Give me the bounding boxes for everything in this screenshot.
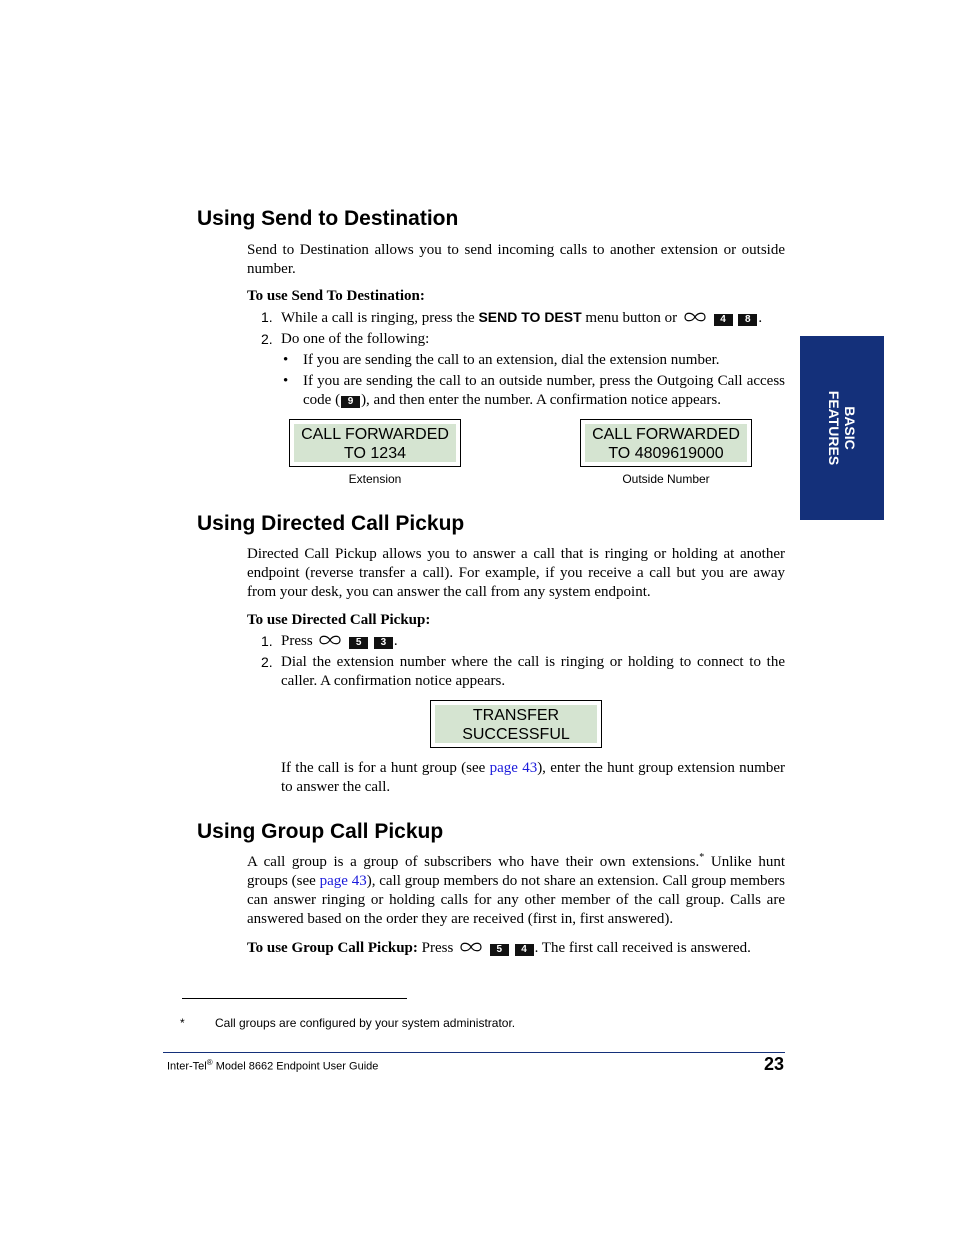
procedure-group-pickup <box>247 939 785 958</box>
send-to-dest-button-label: SEND TO DEST <box>478 309 582 325</box>
footer-divider <box>163 1052 785 1053</box>
bullet-text: If you are sending the call to an extension, dial the extension number. <box>303 352 720 368</box>
lcd-display-transfer-successful <box>430 700 602 748</box>
footer-guide-title <box>167 1058 378 1073</box>
heading-send-to-destination: Using Send to Destination <box>197 207 459 230</box>
link-page-43[interactable]: page 43 <box>319 873 367 889</box>
footnote-mark: * <box>180 1016 185 1030</box>
paragraph-text: A call group is a group of subscribers who have their own extensions. <box>247 854 700 870</box>
footer-title-text: Model 8662 Endpoint User Guide <box>215 1060 379 1073</box>
procedure-text: . The first call received is answered. <box>534 940 751 956</box>
paragraph-text: Unlike hunt groups (see <box>247 854 786 889</box>
caption-extension: Extension <box>348 472 402 486</box>
step-end: . <box>393 633 398 649</box>
lcd-line1: CALL FORWARDED <box>301 426 449 443</box>
keypad-4-icon: 4 <box>515 944 534 956</box>
section-tab-basic-features <box>800 336 884 520</box>
lcd-line2: TO 4809619000 <box>608 445 724 462</box>
note-text: If the call is for a hunt group (see <box>281 760 486 776</box>
lcd-display-extension <box>289 419 461 467</box>
paragraph-group-intro <box>247 853 785 929</box>
step-number: 2. <box>261 331 273 347</box>
page-number: 23 <box>763 1054 784 1074</box>
note-text: ), enter the hunt group extension number to answer the call. <box>281 760 785 795</box>
lcd-line1: CALL FORWARDED <box>592 426 740 443</box>
step-text: Press <box>281 633 313 649</box>
step-number: 1. <box>261 633 273 649</box>
procedure-title-group: To use Group Call Pickup: <box>247 940 418 956</box>
bullet-mark: • <box>283 352 289 368</box>
lcd-display-outside-number <box>580 419 752 467</box>
paragraph-hunt-group-note <box>281 759 785 797</box>
tab-label-line2: FEATURES <box>826 390 842 466</box>
tab-label-line1: BASIC <box>842 406 858 450</box>
bullet-text: If you are sending the call to an outside number, press the Outgoing Call access code ( <box>303 373 785 408</box>
feature-key-icon <box>683 311 707 323</box>
bullet-mark: • <box>283 373 289 389</box>
heading-directed-call-pickup: Using Directed Call Pickup <box>197 512 465 535</box>
registered-mark: ® <box>206 1058 213 1067</box>
footnote-divider <box>182 998 407 999</box>
keypad-4-icon: 4 <box>714 314 733 326</box>
step-end: . <box>758 310 763 326</box>
paragraph-directed-intro: Directed Call Pickup allows you to answer a call that is ringing or holding at another endpoint (reverse transfer a call). For example, if you receive a call but you are away from your desk, you can answer the call from any system endpoint. <box>247 546 785 600</box>
paragraph-text: ), call group members do not share an extension. Call group members can answer ringing or holding calls for any other member of the call group. Calls are answered based on the order they are received (first in, first answered). <box>247 873 786 927</box>
lcd-line2: SUCCESSFUL <box>462 726 570 743</box>
step-number: 1. <box>261 309 273 325</box>
feature-key-icon <box>459 941 483 953</box>
keypad-5-icon: 5 <box>349 637 368 649</box>
step-text: While a call is ringing, press the <box>281 310 475 326</box>
keypad-8-icon: 8 <box>738 314 757 326</box>
paragraph-send-intro: Send to Destination allows you to send incoming calls to another extension or outside number. <box>247 242 785 277</box>
footnote-reference: * <box>699 852 705 863</box>
footer-brand: Inter-Tel <box>167 1060 207 1073</box>
lcd-line1: TRANSFER <box>472 707 560 724</box>
keypad-5-icon: 5 <box>490 944 509 956</box>
step-text: menu button or <box>585 310 678 326</box>
step-number: 2. <box>261 654 273 670</box>
procedure-title-send: To use Send To Destination: <box>247 288 425 304</box>
feature-key-icon <box>318 634 342 646</box>
step-text: Do one of the following: <box>281 331 430 347</box>
procedure-title-directed: To use Directed Call Pickup: <box>247 612 431 628</box>
keypad-3-icon: 3 <box>374 637 393 649</box>
heading-group-call-pickup: Using Group Call Pickup <box>197 820 444 843</box>
bullet-text: ), and then enter the number. A confirmation notice appears. <box>361 392 721 408</box>
lcd-line2: TO 1234 <box>344 445 406 462</box>
keypad-9-icon: 9 <box>341 396 360 408</box>
footnote-text: Call groups are configured by your system administrator. <box>215 1016 516 1030</box>
procedure-text: Press <box>421 940 454 956</box>
link-page-43[interactable]: page 43 <box>489 760 538 776</box>
step-text: Dial the extension number where the call is ringing or holding to connect to the caller. A confirmation notice appears. <box>281 654 785 689</box>
caption-outside-number: Outside Number <box>622 472 710 486</box>
